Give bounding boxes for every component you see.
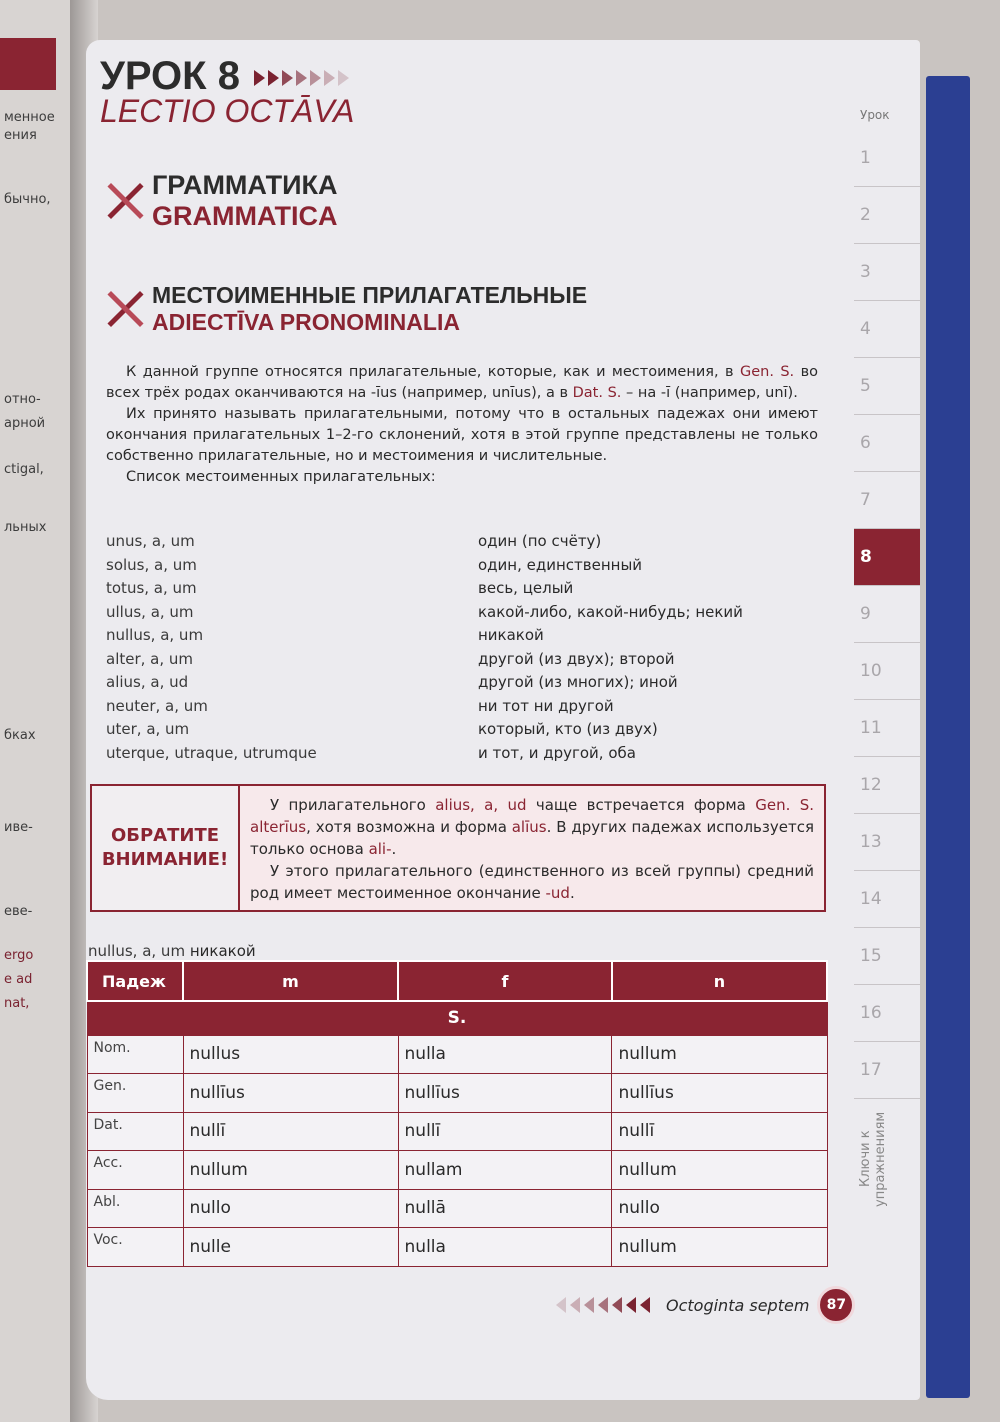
tabs-header: Урок — [860, 108, 890, 122]
table-row — [87, 1112, 827, 1151]
footer-arrows — [556, 1297, 650, 1313]
adjective-row — [106, 742, 818, 766]
left-page-text-fragment: ctigal, — [4, 462, 44, 477]
adjective-latin: neuter, a, um — [106, 696, 208, 715]
adjective-translation: другой (из многих); иной — [478, 673, 678, 691]
lesson-tab-15[interactable]: 15 — [854, 928, 920, 985]
adjective-row — [106, 695, 818, 719]
lesson-tab-11[interactable]: 11 — [854, 700, 920, 757]
arrow-right-icon — [296, 70, 307, 86]
page-number-badge: 87 — [817, 1286, 855, 1324]
adjective-translation: никакой — [478, 626, 544, 644]
adjective-latin: alius, a, ud — [106, 673, 189, 691]
lesson-tab-12[interactable]: 12 — [854, 757, 920, 814]
arrow-left-icon — [584, 1297, 594, 1313]
lesson-title: УРОК 8 — [100, 54, 240, 98]
feminine-cell: nullam — [398, 1151, 612, 1190]
footer-latin-number: Octoginta septem — [666, 1295, 810, 1315]
neuter-cell: nullī — [612, 1112, 827, 1151]
notice-paragraph-1: У прилагательного alius, a, ud чаще встречается форма Gen. S. alterīus, хотя возможна и форма alīus. В других падежах используется только основа ali-. — [250, 796, 814, 858]
table-caption: nullus, a, um никакой — [88, 942, 256, 960]
adjective-list — [106, 530, 818, 765]
feminine-cell: nullī — [398, 1112, 612, 1151]
header-feminine: f — [398, 961, 612, 1001]
table-header-row — [87, 961, 827, 1001]
lesson-tab-8[interactable]: 8 — [854, 529, 920, 586]
case-cell: Acc. — [87, 1151, 183, 1190]
arrow-right-icon — [282, 70, 293, 86]
case-cell: Voc. — [87, 1228, 183, 1267]
lesson-tab-2[interactable]: 2 — [854, 187, 920, 244]
masculine-cell: nullus — [183, 1035, 398, 1074]
table-row — [87, 1035, 827, 1074]
adjective-translation: какой-либо, какой-нибудь; некий — [478, 602, 743, 621]
lesson-heading — [100, 54, 354, 130]
intro-paragraph-2: Их принято называть прилагательными, потому что в остальных падежах они имеют окончания прилагательных 1–2-го склонений, хотя в этой группе представлены не только собственно прилагательные, но и местоимения и числительные. — [106, 406, 818, 464]
lesson-tab-10[interactable]: 10 — [854, 643, 920, 700]
arrow-left-icon — [570, 1297, 580, 1313]
arrow-right-icon — [268, 70, 279, 86]
masculine-cell: nulle — [183, 1228, 398, 1267]
neuter-cell: nullo — [612, 1189, 827, 1228]
book-cover-edge — [926, 76, 970, 1398]
notice-label: ОБРАТИТЕ ВНИМАНИЕ! — [92, 786, 240, 910]
intro-text — [106, 362, 818, 488]
case-cell: Gen. — [87, 1074, 183, 1113]
arrow-right-icon — [338, 70, 349, 86]
section-adj-la: ADIECTĪVA PRONOMINALIA — [152, 309, 460, 335]
feminine-cell: nullā — [398, 1189, 612, 1228]
masculine-cell: nullī — [183, 1112, 398, 1151]
left-page-text-fragment: e ad — [4, 972, 33, 987]
adjective-translation: другой (из двух); второй — [478, 649, 675, 668]
left-page-text-fragment: арной — [4, 416, 46, 431]
arrow-left-icon — [626, 1297, 636, 1313]
arrow-left-icon — [598, 1297, 608, 1313]
arrow-right-icon — [254, 70, 265, 86]
lesson-tab-16[interactable]: 16 — [854, 985, 920, 1042]
lesson-tab-6[interactable]: 6 — [854, 415, 920, 472]
lesson-tab-1[interactable]: 1 — [854, 130, 920, 187]
case-cell: Abl. — [87, 1189, 183, 1228]
left-page-text-fragment: ения — [4, 128, 37, 143]
page-footer — [556, 1286, 855, 1324]
section-grammar-ru: ГРАММАТИКА — [152, 170, 338, 200]
declension-table — [86, 960, 828, 1267]
arrow-left-icon — [612, 1297, 622, 1313]
adjective-row — [106, 671, 818, 695]
left-page-text-fragment: бках — [4, 728, 36, 743]
masculine-cell: nullum — [183, 1151, 398, 1190]
table-row — [87, 1074, 827, 1113]
adjective-latin: ullus, a, um — [106, 602, 194, 621]
adjective-latin: totus, a, um — [106, 579, 197, 597]
adjective-translation: весь, целый — [478, 579, 574, 597]
lesson-tabs — [854, 100, 920, 1219]
adjective-latin: uter, a, um — [106, 720, 190, 738]
left-page-text-fragment: отно- — [4, 392, 41, 407]
adjective-latin: uterque, utraque, utrumque — [106, 743, 317, 762]
table-row — [87, 1228, 827, 1267]
arrow-left-icon — [640, 1297, 650, 1313]
lesson-tab-4[interactable]: 4 — [854, 301, 920, 358]
adjective-latin: nullus, a, um — [106, 626, 204, 644]
right-page — [86, 40, 920, 1400]
left-page-text-fragment: льных — [4, 520, 47, 535]
lesson-tab-5[interactable]: 5 — [854, 358, 920, 415]
masculine-cell: nullo — [183, 1189, 398, 1228]
singular-row — [87, 1001, 827, 1035]
left-page-text-fragment: бычно, — [4, 192, 51, 207]
adjective-latin: alter, a, um — [106, 649, 194, 668]
section-grammar — [106, 170, 337, 232]
intro-paragraph-1: К данной группе относятся прилагательные, которые, как и местоимения, в Gen. S. во всех трёх родах оканчиваются на -īus (например, unīus), а в Dat. S. – на -ī (например, unī). — [106, 364, 818, 401]
left-page-text-fragment: менное — [4, 110, 55, 125]
x-mark-icon — [106, 182, 144, 220]
lesson-latin-title: LECTIO OCTĀVA — [100, 93, 355, 129]
adjective-translation: который, кто (из двух) — [478, 720, 658, 738]
arrow-left-icon — [556, 1297, 566, 1313]
left-page-text-fragment: иве- — [4, 820, 33, 835]
adjective-row — [106, 554, 818, 578]
lesson-tab-9[interactable]: 9 — [854, 586, 920, 643]
section-adj-ru: МЕСТОИМЕННЫЕ ПРИЛАГАТЕЛЬНЫЕ — [152, 282, 588, 308]
lesson-tab-7[interactable]: 7 — [854, 472, 920, 529]
table-row — [87, 1189, 827, 1228]
adjective-row — [106, 624, 818, 648]
masculine-cell: nullīus — [183, 1074, 398, 1113]
lesson-tab-3[interactable]: 3 — [854, 244, 920, 301]
left-page-red-bar — [0, 38, 56, 90]
notice-body — [240, 786, 824, 910]
adjective-row — [106, 648, 818, 672]
table-row — [87, 1151, 827, 1190]
adjective-row — [106, 601, 818, 625]
header-case: Падеж — [87, 961, 183, 1001]
neuter-cell: nullīus — [612, 1074, 827, 1113]
neuter-cell: nullum — [612, 1035, 827, 1074]
neuter-cell: nullum — [612, 1228, 827, 1267]
intro-paragraph-3: Список местоименных прилагательных: — [126, 469, 436, 485]
left-page-text-fragment: ergo — [4, 948, 34, 963]
adjective-latin: unus, a, um — [106, 532, 195, 550]
adjective-translation: один, единственный — [478, 555, 643, 574]
decorative-arrows — [254, 70, 349, 86]
section-pronominal-adjectives — [106, 282, 587, 336]
feminine-cell: nullīus — [398, 1074, 612, 1113]
notice-paragraph-2: У этого прилагательного (единственного из всей группы) средний род имеет местоименное окончание -ud. — [250, 862, 814, 902]
lesson-tab-14[interactable]: 14 — [854, 871, 920, 928]
feminine-cell: nulla — [398, 1228, 612, 1267]
adjective-row — [106, 530, 818, 554]
left-page-text-fragment: еве- — [4, 904, 33, 919]
section-grammar-la: GRAMMATICA — [152, 201, 338, 231]
x-mark-icon — [106, 290, 144, 328]
case-cell: Nom. — [87, 1035, 183, 1074]
arrow-right-icon — [310, 70, 321, 86]
lesson-tab-13[interactable]: 13 — [854, 814, 920, 871]
left-page — [0, 0, 78, 1422]
adjective-translation: ни тот ни другой — [478, 696, 614, 715]
adjective-translation: и тот, и другой, оба — [478, 743, 636, 762]
header-neuter: n — [612, 961, 827, 1001]
singular-label: S. — [87, 1001, 827, 1035]
arrow-right-icon — [324, 70, 335, 86]
tab-keys[interactable]: Ключи к упражнениям — [858, 1111, 888, 1207]
notice-box — [90, 784, 826, 912]
adjective-row — [106, 718, 818, 742]
neuter-cell: nullum — [612, 1151, 827, 1190]
header-masculine: m — [183, 961, 398, 1001]
case-cell: Dat. — [87, 1112, 183, 1151]
left-page-text-fragment: nat, — [4, 996, 30, 1011]
adjective-translation: один (по счёту) — [478, 532, 602, 550]
adjective-latin: solus, a, um — [106, 555, 197, 574]
adjective-row — [106, 577, 818, 601]
lesson-tab-17[interactable]: 17 — [854, 1042, 920, 1099]
feminine-cell: nulla — [398, 1035, 612, 1074]
